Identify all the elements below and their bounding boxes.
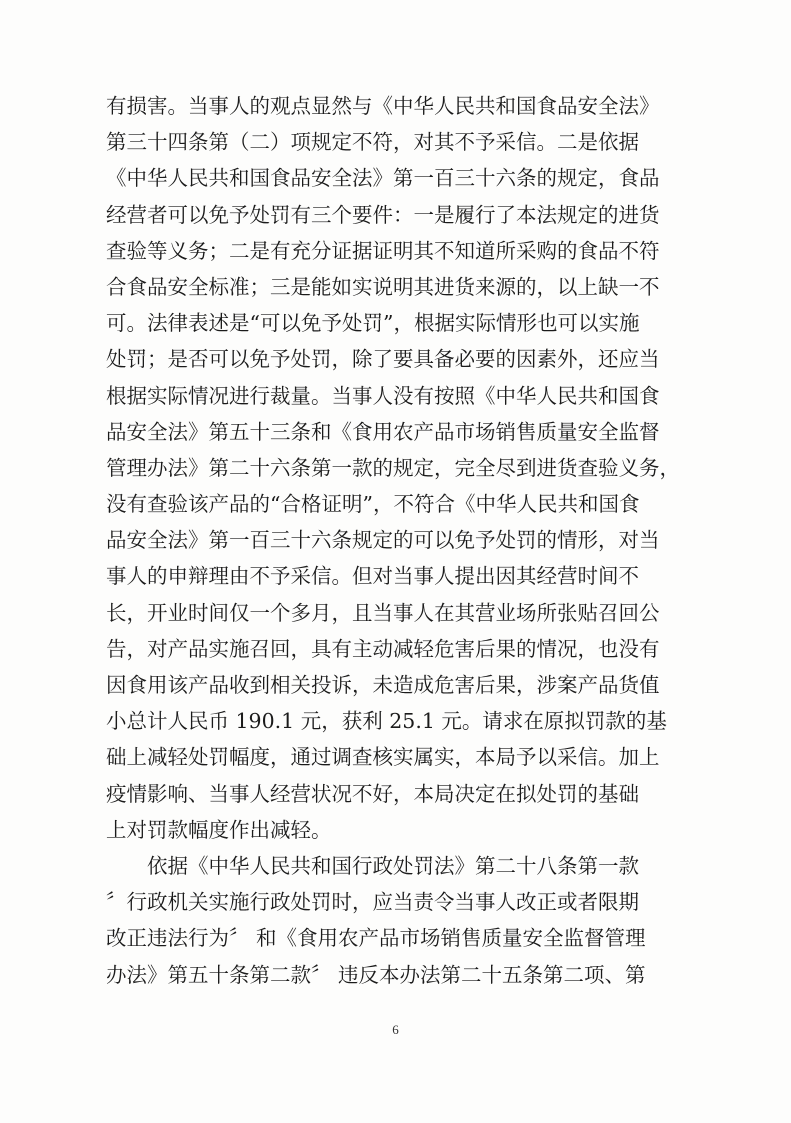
text-line: 没有查验该产品的“合格证明”，不符合《中华人民共和国食 [106,492,640,517]
text-line: 小总计人民币 190.1 元，获利 25.1 元。请求在原拟罚款的基 [106,709,667,734]
body-text [106,88,686,993]
text-line: 第三十四条第（二）项规定不符，对其不予采信。二是依据 [106,130,639,155]
paragraph-start-line: 依据《中华人民共和国行政处罚法》第二十八条第一款 [147,853,639,878]
text-line: 《中华人民共和国食品安全法》第一百三十六条的规定，食品 [106,166,660,191]
text-line: 办法》第五十条第二款〞 违反本办法第二十五条第二项、第 [106,962,646,987]
text-line: 告，对产品实施召回，具有主动减轻危害后果的情况，也没有 [106,636,660,661]
text-line: 长，开业时间仅一个多月，且当事人在其营业场所张贴召回公 [106,600,660,625]
text-line: 有损害。当事人的观点显然与《中华人民共和国食品安全法》 [106,94,660,118]
text-line: 可。法律表述是“可以免予处罚”，根据实际情形也可以实施 [106,311,640,336]
text-line: 改正违法行为〞 和《食用农产品市场销售质量安全监督管理 [106,926,646,951]
text-line: 因食用该产品收到相关投诉，未造成危害后果，涉案产品货值 [106,673,660,697]
text-line: 管理办法》第二十六条第一款的规定，完全尽到进货查验义务， [106,455,680,480]
text-line: 〞行政机关实施行政处罚时，应当责令当事人改正或者限期 [106,890,639,915]
text-line: 处罚；是否可以免予处罚，除了要具备必要的因素外，还应当 [106,347,660,372]
text-line: 品安全法》第一百三十六条规定的可以免予处罚的情形，对当 [106,528,660,553]
text-line: 上对罚款幅度作出减轻。 [106,817,332,842]
text-line: 经营者可以免予处罚有三个要件：一是履行了本法规定的进货 [106,202,660,227]
text-line: 疫情影响、当事人经营状况不好，本局决定在拟处罚的基础 [106,781,639,806]
text-line: 根据实际情况进行裁量。当事人没有按照《中华人民共和国食 [106,383,660,408]
page-number: 6 [392,1022,399,1037]
text-line: 合食品安全标准；三是能如实说明其进货来源的，以上缺一不 [106,274,660,299]
text-line: 查验等义务；二是有充分证据证明其不知道所采购的食品不符 [106,238,660,263]
text-line: 品安全法》第五十三条和《食用农产品市场销售质量安全监督 [106,419,660,444]
text-line: 础上减轻处罚幅度，通过调查核实属实，本局予以采信。加上 [106,745,660,770]
text-line: 事人的申辩理由不予采信。但对当事人提出因其经营时间不 [106,564,639,589]
